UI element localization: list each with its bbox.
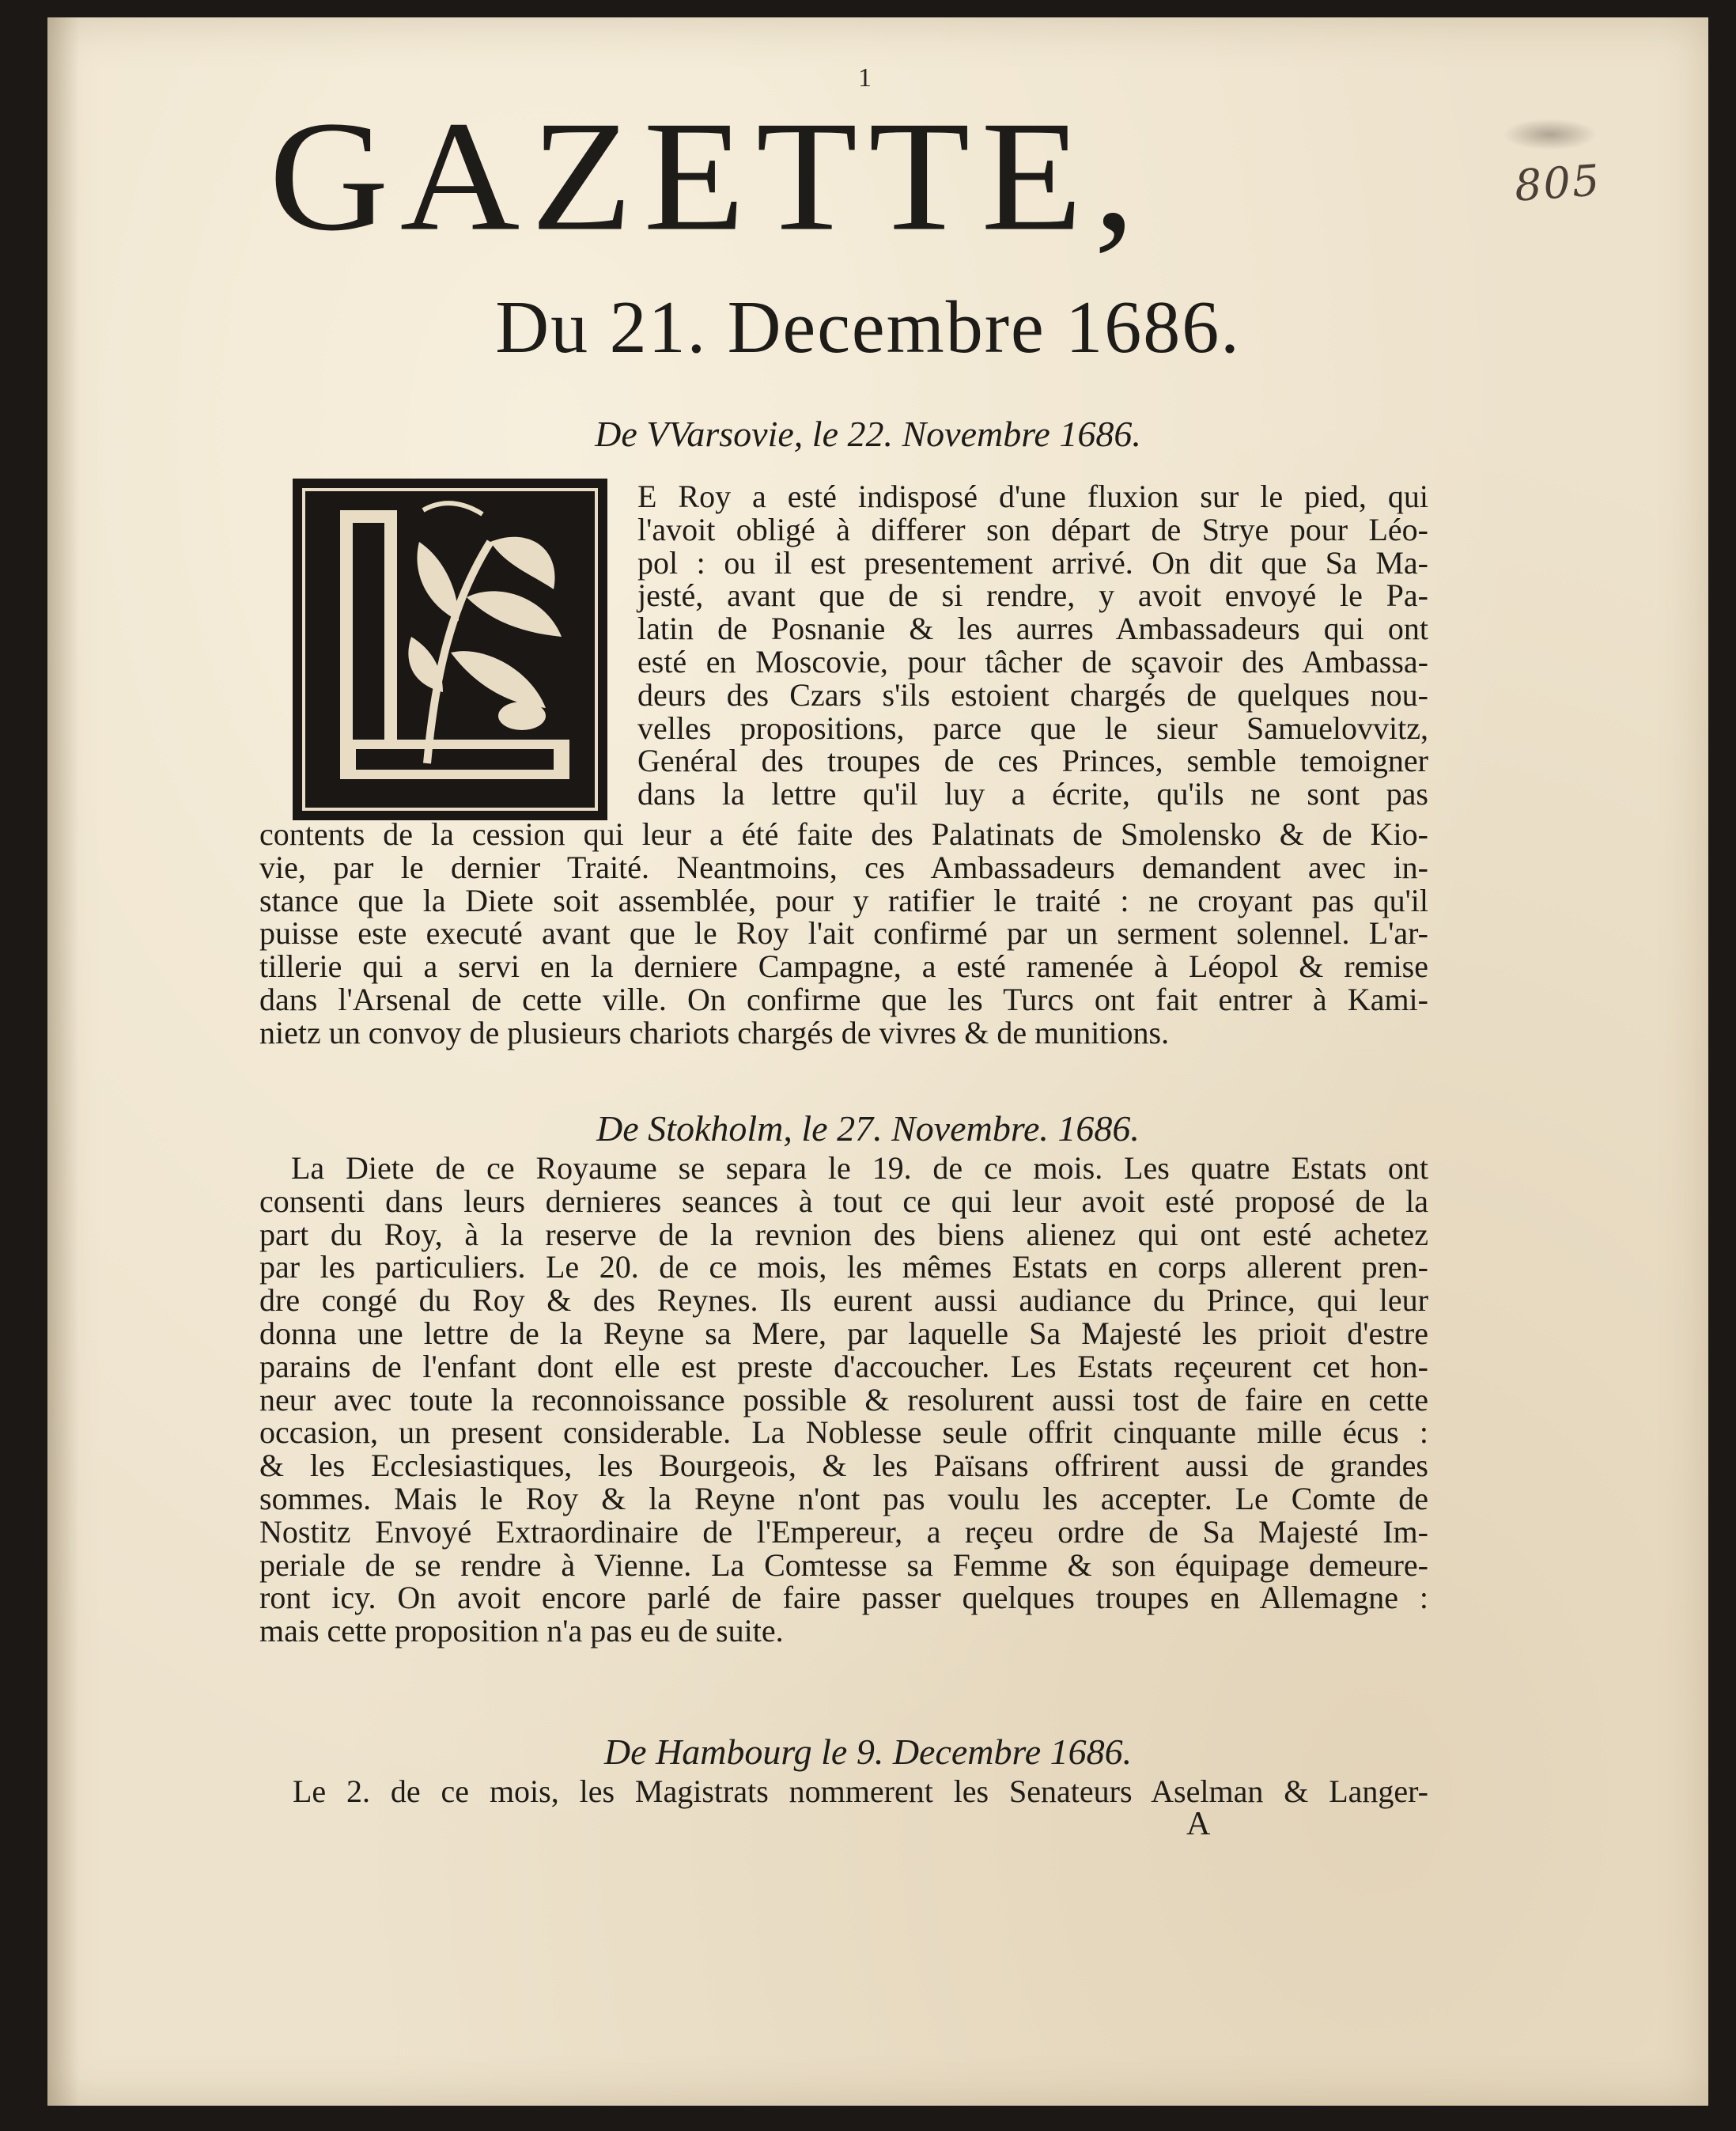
text-line: dans l'Arsenal de cette ville. On confirme que les Turcs ont fait entrer à Kami- (259, 981, 1428, 1017)
article-stockholm-body (259, 1152, 1428, 1648)
text-line: Nostitz Envoyé Extraordinaire de l'Empereur, a reçeu ordre de Sa Majesté Im- (259, 1513, 1428, 1550)
text-line: ront icy. On avoit encore parlé de faire passer quelques troupes en Allemagne : (259, 1580, 1428, 1616)
text-line: periale de se rendre à Vienne. La Comtesse sa Femme & son équipage demeure- (259, 1546, 1428, 1583)
article-heading-hamburg: De Hambourg le 9. Decembre 1686. (603, 1732, 1133, 1772)
text-line: latin de Posnanie & les aurres Ambassadeurs qui ont (637, 611, 1428, 647)
signature-mark: A (1186, 1806, 1211, 1842)
text-line: sommes. Mais le Roy & la Reyne n'ont pas voulu les accepter. Le Comte de (259, 1480, 1428, 1516)
text-line: nietz un convoy de plusieurs chariots chargés de vivres & de munitions. (259, 1014, 1170, 1050)
text-line: par les particuliers. Le 20. de ce mois, les mêmes Estats en corps allerent pren- (259, 1249, 1428, 1285)
floral-initial-icon (293, 479, 607, 820)
masthead-title: GAZETTE, (269, 89, 1147, 264)
text-line: part du Roy, à la reserve de la revnion des biens alienez qui ont esté achetez (259, 1216, 1428, 1252)
text-line: Le 2. de ce mois, les Magistrats nommerent les Senateurs Aselman & Langer- (293, 1773, 1428, 1809)
text-line: contents de la cession qui leur a été faite des Palatinats de Smolensko & de Kio- (259, 816, 1428, 852)
article-warsaw-initial-column (637, 480, 1428, 811)
text-line: neur avec toute la reconnoissance possible & resolurent aussi tost de faire en cette (259, 1381, 1428, 1418)
handwritten-margin-note: 805 (1512, 155, 1603, 211)
decorated-initial-woodcut (293, 479, 607, 820)
article-heading-stockholm: De Stokholm, le 27. Novembre. 1686. (596, 1108, 1140, 1149)
text-line: tillerie qui a servi en la derniere Campagne, a esté ramenée à Léopol & remise (259, 948, 1428, 985)
text-line: parains de l'enfant dont elle est preste d'accoucher. Les Estats reçeurent cet hon- (259, 1348, 1428, 1384)
text-line: La Diete de ce Royaume se separa le 19. de ce mois. Les quatre Estats ont (291, 1150, 1428, 1186)
issue-date: Du 21. Decembre 1686. (495, 286, 1241, 369)
text-line: donna une lettre de la Reyne sa Mere, par laquelle Sa Majesté les prioit d'estre (259, 1315, 1428, 1351)
page-number: 1 (858, 63, 872, 93)
text-line: occasion, un present considerable. La Noblesse seule offrit cinquante mille écus : (259, 1414, 1428, 1451)
text-line: consenti dans leurs dernieres seances à tout ce qui leur avoit esté proposé de la (259, 1183, 1428, 1219)
text-line: deurs des Czars s'ils estoient chargés de quelques nou- (637, 676, 1428, 713)
text-line: mais cette proposition n'a pas eu de suite. (259, 1613, 784, 1649)
text-line: puisse este executé avant que le Roy l'ait confirmé par un serment solennel. L'ar- (259, 915, 1428, 952)
ink-smudge (1503, 119, 1598, 150)
text-line: vie, par le dernier Traité. Neantmoins, ces Ambassadeurs demandent avec in- (259, 849, 1428, 885)
text-line: jesté, avant que de si rendre, y avoit envoyé le Pa- (637, 577, 1428, 614)
text-line: & les Ecclesiastiques, les Bourgeois, & les Païsans offrirent aussi de grandes (259, 1448, 1428, 1484)
text-line: esté en Moscovie, pour tâcher de sçavoir des Ambassa- (637, 643, 1428, 679)
article-hamburg-body (293, 1775, 1428, 1808)
article-heading-warsaw: De VVarsovie, le 22. Novembre 1686. (595, 414, 1141, 454)
article-warsaw-body (259, 818, 1428, 1050)
text-line: dre congé du Roy & des Reynes. Ils eurent aussi audiance du Prince, qui leur (259, 1282, 1428, 1319)
text-line: pol : ou il est presentement arrivé. On dit que Sa Ma- (637, 544, 1428, 581)
text-line: l'avoit obligé à differer son départ de Strye pour Léo- (637, 511, 1428, 547)
text-line: stance que la Diete soit assemblée, pour y ratifier le traité : ne croyant pas qu'il (259, 882, 1428, 918)
text-line: velles propositions, parce que le sieur Samuelovvitz, (637, 710, 1428, 746)
text-line: dans la lettre qu'il luy a écrite, qu'ils ne sont pas (637, 776, 1428, 812)
text-line: E Roy a esté indisposé d'une fluxion sur le pied, qui (637, 479, 1428, 514)
text-line: Genéral des troupes de ces Princes, semble temoigner (637, 743, 1428, 779)
